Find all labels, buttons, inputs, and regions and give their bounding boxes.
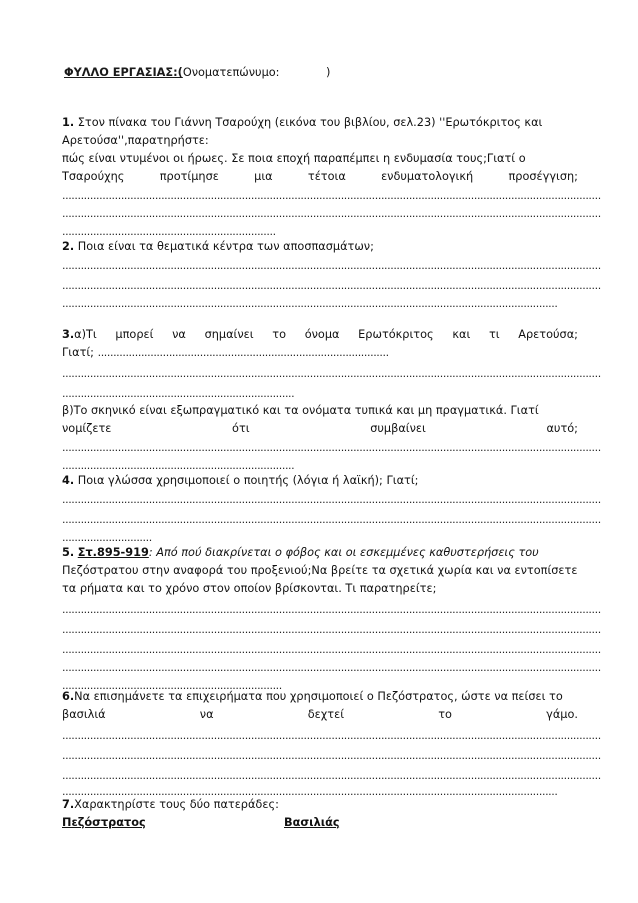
q1-line-1 (62, 116, 578, 130)
q1-line-4 (62, 170, 578, 184)
q3-line-1 (62, 328, 578, 342)
q6-word: το (438, 708, 452, 721)
q5-line-3: τα ρήματα και το χρόνο στον οποίον βρίσκονται. Τι παρατηρείτε; (62, 582, 437, 595)
q3-word: όνομα (304, 328, 340, 341)
answer-line[interactable]: .............................................................................................................................................................................. (62, 750, 601, 762)
answer-line[interactable]: .............................................................................................................................................................................. (62, 730, 601, 742)
answer-line[interactable]: .............................................................................................................................................................................. (62, 604, 601, 616)
q3b-word: αυτό; (546, 422, 578, 435)
q3-word: μπορεί (115, 328, 154, 341)
q6-word: δεχτεί (307, 708, 345, 721)
answer-line[interactable]: ............................. (62, 532, 152, 544)
q6-line-1 (62, 690, 578, 704)
answer-line[interactable]: .............................................................................................................................................................................. (62, 624, 601, 636)
q2-number: 2. (62, 240, 75, 253)
q2-line (62, 240, 578, 254)
q3-word: Ερωτόκριτος (358, 328, 434, 341)
q6-word: βασιλιά (62, 708, 106, 721)
q6-word: να (199, 708, 214, 721)
q5-text-1: : Από πού διακρίνεται ο φόβος και οι εσκεμμένες καθυστερήσεις του (148, 546, 539, 559)
q7-text: Χαρακτηρίστε τους δύο πατεράδες: (74, 798, 279, 811)
answer-line[interactable]: ................................................................................................................................................................ (62, 298, 558, 310)
name-close-paren: ) (326, 66, 331, 79)
q3-word: Αρετούσα; (518, 328, 578, 341)
q3b-line-1: β)Το σκηνικό είναι εξωπραγματικό και τα ονόματα τυπικά και μη πραγματικά. Γιατί (62, 404, 539, 417)
worksheet-title: ΦΥΛΛΟ ΕΡΓΑΣΙΑΣ:( (64, 66, 183, 79)
q2-text: Ποια είναι τα θεματικά κέντρα των αποσπασμάτων; (77, 240, 374, 253)
answer-line[interactable]: .............................................................................................................................................................................. (62, 260, 601, 272)
q1-word: προτίμησε (159, 170, 219, 183)
q3-word: σημαίνει (204, 328, 254, 341)
q1-word: τέτοια (307, 170, 346, 183)
q3-word: το (272, 328, 287, 341)
q1-word: ενδυματολογική (381, 170, 474, 183)
q1-number: 1. (62, 116, 75, 129)
q3b-word: συμβαίνει (370, 422, 426, 435)
q7-number: 7. (62, 798, 75, 811)
q7-line (62, 798, 578, 812)
q7-col-pezostratos: Πεζόστρατος (62, 816, 146, 829)
answer-line[interactable]: .............................................................................................................................................................................. (62, 208, 601, 220)
q1-word: Τσαρούχης (62, 170, 125, 183)
answer-line[interactable]: .............................................................................................................................................................................. (62, 644, 601, 656)
q3-word: α)Τι (74, 328, 97, 341)
q5-verse-ref: Στ.895-919 (77, 546, 149, 559)
q3-word: και (452, 328, 471, 341)
answer-line[interactable]: ................................................................................................................................................................ (62, 786, 558, 798)
worksheet-header (64, 66, 580, 80)
q3b-word: νομίζετε (62, 422, 112, 435)
q3-line-2 (62, 346, 578, 360)
q3-word: τι (488, 328, 500, 341)
answer-line[interactable]: ........................................................................... (62, 460, 295, 472)
name-prompt: Ονοματεπώνυμο: (182, 66, 280, 79)
answer-line[interactable]: .............................................................................................................................................................................. (62, 514, 601, 526)
q4-number: 4. (62, 474, 75, 487)
q5-number: 5. (62, 546, 75, 559)
q1-line-3: πώς είναι ντυμένοι οι ήρωες. Σε ποια εποχή παραπέμπει η ενδυμασία τους;Γιατί ο (62, 152, 526, 165)
answer-line[interactable]: ........................................................................... (62, 388, 295, 400)
q6-text-1: Να επισημάνετε τα επιχειρήματα που χρησιμοποιεί ο Πεζόστρατος, ώστε να πείσει το (74, 690, 563, 703)
q1-word: μια (254, 170, 273, 183)
q1-line-2: Αρετούσα'',παρατηρήστε: (62, 134, 209, 147)
q7-col-vasilias: Βασιλιάς (284, 816, 340, 829)
answer-line[interactable]: .............................................................................................................................................................................. (62, 368, 601, 380)
q1-text-1: Στον πίνακα του Γιάννη Τσαρούχη (εικόνα του βιβλίου, σελ.23) ''Ερωτόκριτος και (77, 116, 543, 129)
q4-text: Ποια γλώσσα χρησιμοποιεί ο ποιητής (λόγια ή λαϊκή); Γιατί; (77, 474, 419, 487)
q1-word: προσέγγιση; (508, 170, 578, 183)
q6-line-2 (62, 708, 578, 722)
answer-line[interactable]: .............................................................................................................................................................................. (62, 280, 601, 292)
answer-line[interactable]: .............................................................................................................................................................................. (62, 494, 601, 506)
q4-line (62, 474, 578, 488)
q3-lead (62, 328, 97, 342)
q3-why-label: Γιατί; (62, 346, 94, 359)
answer-line[interactable]: ..................................................................... (62, 226, 276, 238)
q3-number: 3. (62, 328, 75, 341)
q5-line-1 (62, 546, 578, 560)
q3b-word: ότι (232, 422, 250, 435)
answer-line[interactable]: .............................................................................................................................................................................. (62, 442, 601, 454)
q5-line-2: Πεζόστρατου στην αναφορά του προξενιού;Να βρείτε τα σχετικά χωρία και να εντοπίσετε (62, 564, 578, 577)
q3b-line-2 (62, 422, 578, 436)
answer-line[interactable]: ....................................................................... (62, 680, 282, 692)
q6-number: 6. (62, 690, 75, 703)
answer-line[interactable]: .............................................................................................................................................................................. (62, 662, 601, 674)
q3-word: να (172, 328, 186, 341)
answer-line[interactable]: .............................................................................................. (97, 346, 389, 359)
answer-line[interactable]: .............................................................................................................................................................................. (62, 770, 601, 782)
q6-word: γάμο. (546, 708, 578, 721)
answer-line[interactable]: .............................................................................................................................................................................. (62, 190, 601, 202)
q7-columns (62, 816, 578, 830)
